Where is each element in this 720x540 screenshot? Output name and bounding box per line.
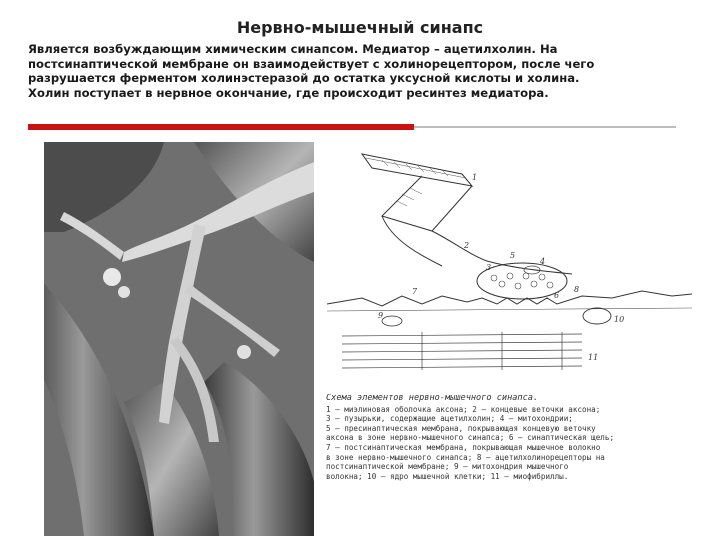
paragraph-line: Холин поступает в нервное окончание, где происходит ресинтез медиатора. [28,85,549,100]
label-8: 8 [574,285,580,294]
paragraph-line: постсинаптической мембране он взаимодействует с холинорецептором, после чего [28,56,595,71]
label-7: 7 [412,287,418,296]
label-1: 1 [472,173,478,182]
caption-line: 3 — пузырьки, содержащие ацетилхолин; 4 — митохондрии; [326,414,573,424]
label-2: 2 [464,241,470,250]
label-11: 11 [588,353,599,362]
muscle-nucleus [583,308,611,324]
accent-divider-grey [414,126,676,128]
caption-line: в зоне нервно-мышечного синапса; 8 — ацетилхолинорецепторы на [326,452,605,462]
label-4: 4 [540,257,546,266]
axon [382,176,472,231]
caption-line: 1 — миэлиновая оболочка аксона; 2 — концевые веточки аксона; [326,404,601,414]
slide-title: Нервно-мышечный синапс [236,18,484,37]
accent-divider-red [28,124,414,130]
electron-micrograph [44,142,314,536]
vesicles [491,273,553,289]
terminal-branch [382,216,442,266]
paragraph-line: разрушается ферментом холинэстеразой до остатка уксусной кислоты и холина. [28,71,580,85]
myofibrils [342,332,582,370]
caption-line: постсинаптической мембране; 9 — митохондрия мышечного [326,462,569,472]
label-3: 3 [486,263,492,272]
label-6: 6 [554,291,560,300]
caption-line: аксона в зоне нервно-мышечного синапса; 6 — синаптическая щель; [326,433,615,443]
caption-title: Схема элементов нервно-мышечного синапса. [326,394,539,403]
muscle-mitochondrion [382,316,402,326]
label-10: 10 [614,315,625,324]
body-paragraph [28,42,670,100]
paragraph-line: Является возбуждающим химическим синапсом. Медиатор – ацетилхолин. На [28,42,558,56]
label-5: 5 [510,251,516,260]
caption-line: волокна; 10 — ядро мышечной клетки; 11 — миофибриллы. [326,471,569,481]
caption-line: 5 — пресинаптическая мембрана, покрывающая концевую веточку [326,423,596,433]
figure-caption [326,394,692,498]
label-9: 9 [378,311,384,320]
caption-line: 7 — постсинаптическая мембрана, покрывающая мышечное волокно [326,442,601,452]
